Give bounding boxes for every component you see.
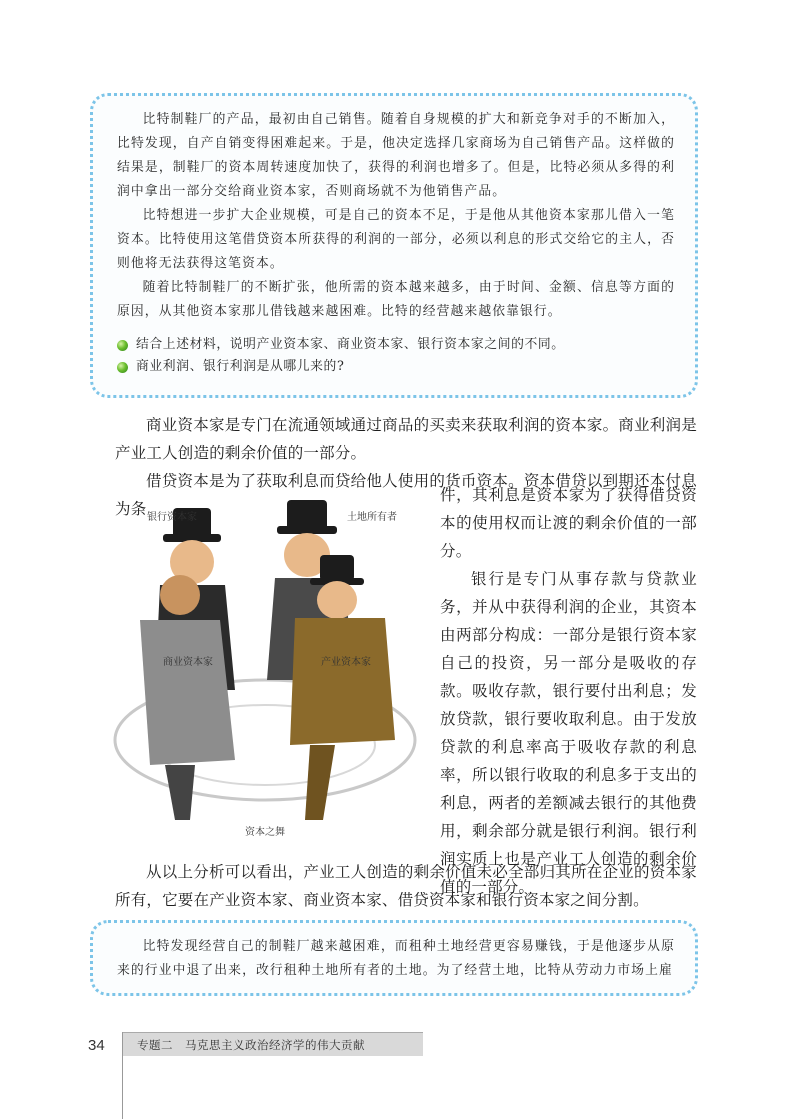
question-text: 结合上述材料，说明产业资本家、商业资本家、银行资本家之间的不同。 xyxy=(136,337,565,352)
label-landowner: 土地所有者 xyxy=(347,512,397,523)
question-text: 商业利润、银行利润是从哪儿来的? xyxy=(136,359,345,374)
paragraph-commercial-capital: 商业资本家是专门在流通领域通过商品的买卖来获取利润的资本家。商业利润是产业工人创造的剩余价值的一部分。 xyxy=(115,416,697,462)
question-list xyxy=(117,334,675,378)
question-item xyxy=(117,334,675,356)
label-banker: 银行资本家 xyxy=(147,512,197,523)
paragraph-conclusion: 从以上分析可以看出，产业工人创造的剩余价值未必全部归其所在企业的资本家所有，它要在产业资本家、商业资本家、借贷资本家和银行资本家之间分割。 xyxy=(115,863,697,909)
story-paragraph: 比特制鞋厂的产品，最初由自己销售。随着自身规模的扩大和新竞争对手的不断加入，比特发现，自产自销变得困难起来。于是，他决定选择几家商场为自己销售产品。这样做的结果是，制鞋厂的资本周转速度加快了，获得的利润也增多了。但是，比特必须从多得的利润中拿出一部分交给商业资本家，否则商场就不为他销售产品。 xyxy=(117,112,675,199)
story-paragraph: 比特发现经营自己的制鞋厂越来越困难，而租种土地经营更容易赚钱，于是他逐步从原来的行业中退了出来，改行租种土地所有者的土地。为了经营土地，比特从劳动力市场上雇 xyxy=(117,939,675,978)
page-footer xyxy=(0,1032,800,1119)
illustration-caption: 资本之舞 xyxy=(245,827,285,838)
paragraph-bank: 银行是专门从事存款与贷款业务，并从中获得利润的企业，其资本由两部分构成：一部分是银行资本家自己的投资，另一部分是吸收的存款。吸收存款，银行要付出利息；发放贷款，银行要收取利息。由于发放贷款的利息率高于吸收存款的利息率，所以银行收取的利息多于支出的利息，两者的差额减去银行的其他费用，剩余部分就是银行利润。银行利润实质上也是产业工人创造的剩余价值的一部分。 xyxy=(440,570,697,896)
paragraph-loan-capital-start: 借贷资本是为了获取利息而贷给他人使用的货币资本。资本借贷以到期还本付息为条 xyxy=(115,472,697,518)
right-column-text xyxy=(440,481,697,901)
paragraph-loan-capital-rest: 件，其利息是资本家为了获得借贷资本的使用权而让渡的剩余价值的一部分。 xyxy=(440,486,697,560)
capital-dance-illustration xyxy=(95,500,435,840)
story-paragraph: 随着比特制鞋厂的不断扩张，他所需的资本越来越多，由于时间、金额、信息等方面的原因，从其他资本家那儿借钱越来越困难。比特的经营越来越依靠银行。 xyxy=(117,280,675,319)
story-paragraph: 比特想进一步扩大企业规模，可是自己的资本不足，于是他从其他资本家那儿借入一笔资本。比特使用这笔借贷资本所获得的利润的一部分，必须以利息的形式交给它的主人，否则他将无法获得这笔资本。 xyxy=(117,208,675,271)
question-bullet-icon xyxy=(117,340,128,351)
story-box-2 xyxy=(90,920,698,996)
question-bullet-icon xyxy=(117,362,128,373)
main-text-bottom xyxy=(115,858,697,914)
chapter-title-bar: 专题二 马克思主义政治经济学的伟大贡献 xyxy=(123,1032,423,1056)
label-merchant: 商业资本家 xyxy=(163,657,213,668)
page-number: 34 xyxy=(88,1037,105,1054)
label-industrial: 产业资本家 xyxy=(321,657,371,668)
story-box-1 xyxy=(90,93,698,398)
question-item xyxy=(117,356,675,378)
